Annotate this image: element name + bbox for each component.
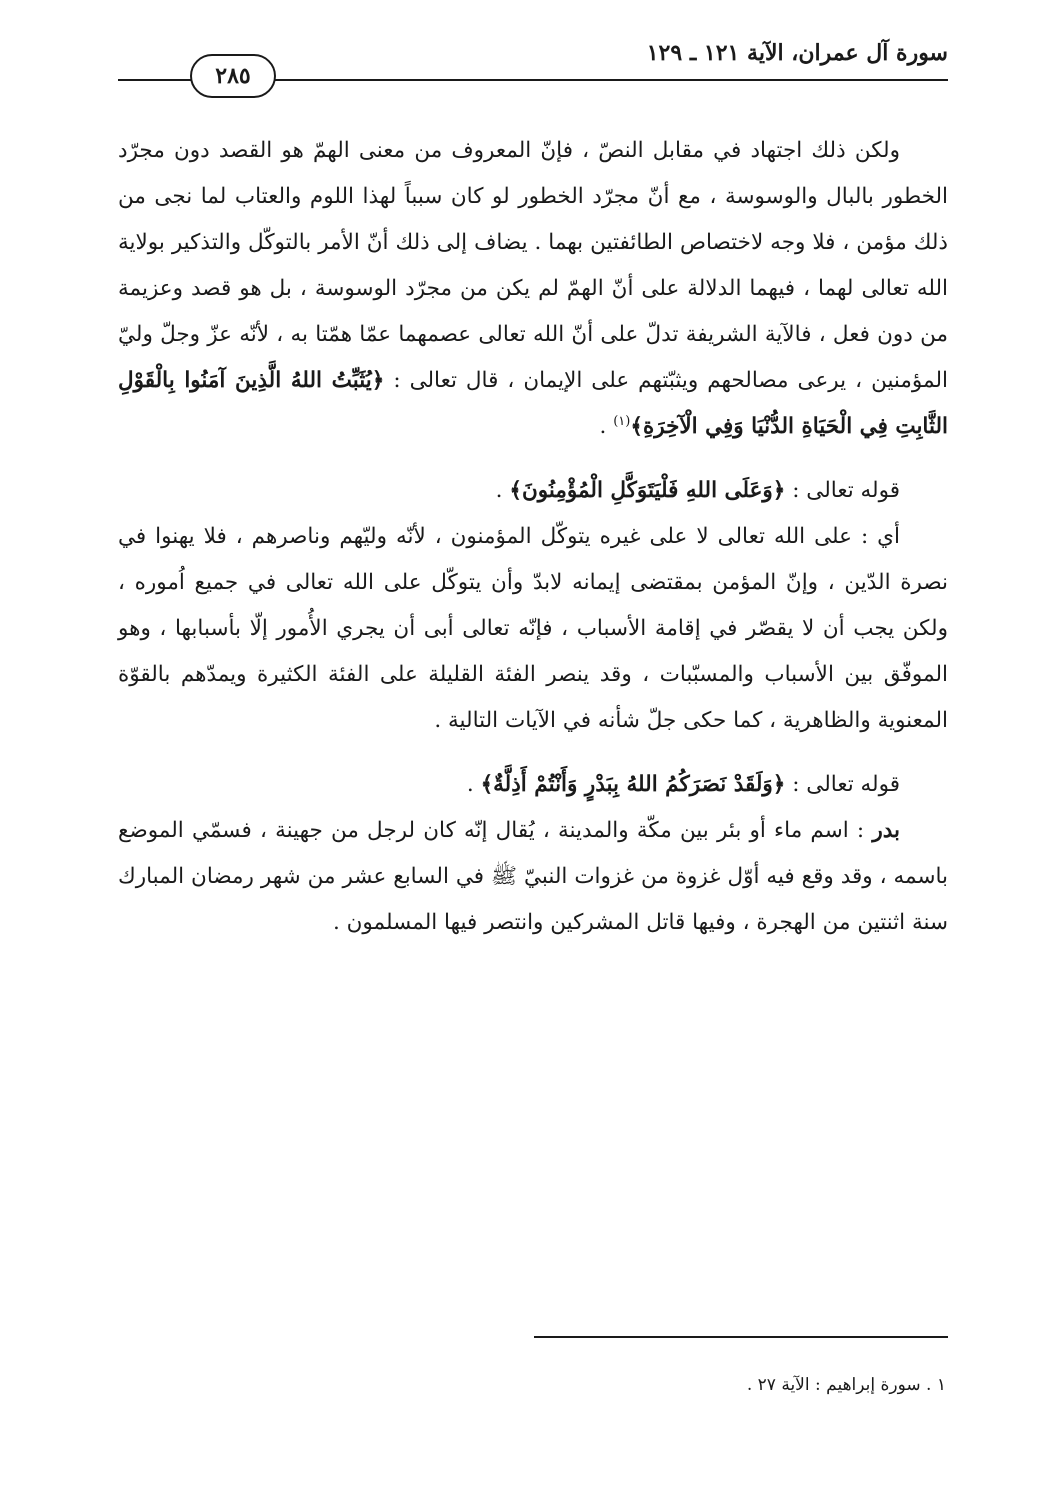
footnote-separator: [534, 1336, 948, 1338]
quran-quote-2: ﴿وَعَلَى اللهِ فَلْيَتَوَكَّلِ الْمُؤْمِنُونَ﴾: [509, 478, 786, 503]
paragraph-5-text: : اسم ماء أو بئر بين مكّة والمدينة ، يُقال إنّه كان لرجل من جهينة ، فسمّي الموضع باسمه ، وقد وقع فيه أوّل غزوة من غزوات النبيّ ﷺ في السابع عشر من شهر رمضان المبارك سنة اثنتين من الهجرة ، وفيها قاتل المشركين وانتصر فيها المسلمون .: [118, 818, 948, 935]
footnote-1: ١ . سورة إبراهيم : الآية ٢٧ .: [746, 1375, 946, 1395]
paragraph-1-text: ولكن ذلك اجتهاد في مقابل النصّ ، فإنّ المعروف من معنى الهمّ هو القصد دون مجرّد الخطور بالبال والوسوسة ، مع أنّ مجرّد الخطور لو كان سبباً لهذا اللوم والعتاب لما نجى من ذلك مؤمن ، فلا وجه لاختصاص الطائفتين بهما . يضاف إلى ذلك أنّ الأمر بالتوكّل والتذكير بولاية الله تعالى لهما ، فيهما الدلالة على أنّ الهمّ لم يكن من مجرّد الوسوسة ، بل هو قصد وعزيمة من دون فعل ، فالآية الشريفة تدلّ على أنّ الله تعالى عصمهما عمّا همّتا به ، لأنّه عزّ وجلّ وليّ المؤمنين ، يرعى مصالحهم ويثبّتهم على الإيمان ، قال تعالى :: [118, 138, 948, 393]
main-text: [118, 128, 948, 946]
quran-quote-1: ﴿يُثَبِّتُ اللهُ الَّذِينَ آمَنُوا بِالْقَوْلِ الثَّابِتِ فِي الْحَيَاةِ الدُّنْيَا وَفِي الْآخِرَةِ﴾: [118, 368, 948, 439]
keyword-badr: بدر: [872, 818, 900, 843]
running-header: [118, 38, 948, 89]
paragraph-4: [118, 762, 948, 808]
paragraph-3: [118, 514, 948, 744]
paragraph-5: [118, 808, 948, 946]
header-title: سورة آل عمران، الآية ١٢١ ـ ١٢٩: [646, 40, 948, 66]
footnote-ref-1: (١): [613, 413, 631, 429]
paragraph-1: [118, 128, 948, 450]
paragraph-2-end: .: [495, 478, 503, 503]
page-number: ٢٨٥: [190, 54, 276, 98]
verse-intro-1: قوله تعالى :: [792, 478, 900, 503]
quran-quote-3: ﴿وَلَقَدْ نَصَرَكُمُ اللهُ بِبَدْرٍ وَأَنْتُمْ أَذِلَّةٌ﴾: [480, 772, 786, 797]
paragraph-3-text: أي : على الله تعالى لا على غيره يتوكّل المؤمنون ، لأنّه وليّهم وناصرهم ، فلا يهنوا في نصرة الدّين ، وإنّ المؤمن بمقتضى إيمانه لابدّ وأن يتوكّل على الله تعالى في جميع اُموره ، ولكن يجب أن لا يقصّر في إقامة الأسباب ، فإنّه تعالى أبى أن يجري الأُمور إلّا بأسبابها ، وهو الموفّق بين الأسباب والمسبّبات ، وقد ينصر الفئة القليلة على الفئة الكثيرة ويمدّهم بالقوّة المعنوية والظاهرية ، كما حكى جلّ شأنه في الآيات التالية .: [118, 524, 948, 733]
paragraph-2: [118, 468, 948, 514]
verse-intro-2: قوله تعالى :: [792, 772, 900, 797]
paragraph-1-end: .: [599, 414, 607, 439]
paragraph-4-end: .: [466, 772, 474, 797]
